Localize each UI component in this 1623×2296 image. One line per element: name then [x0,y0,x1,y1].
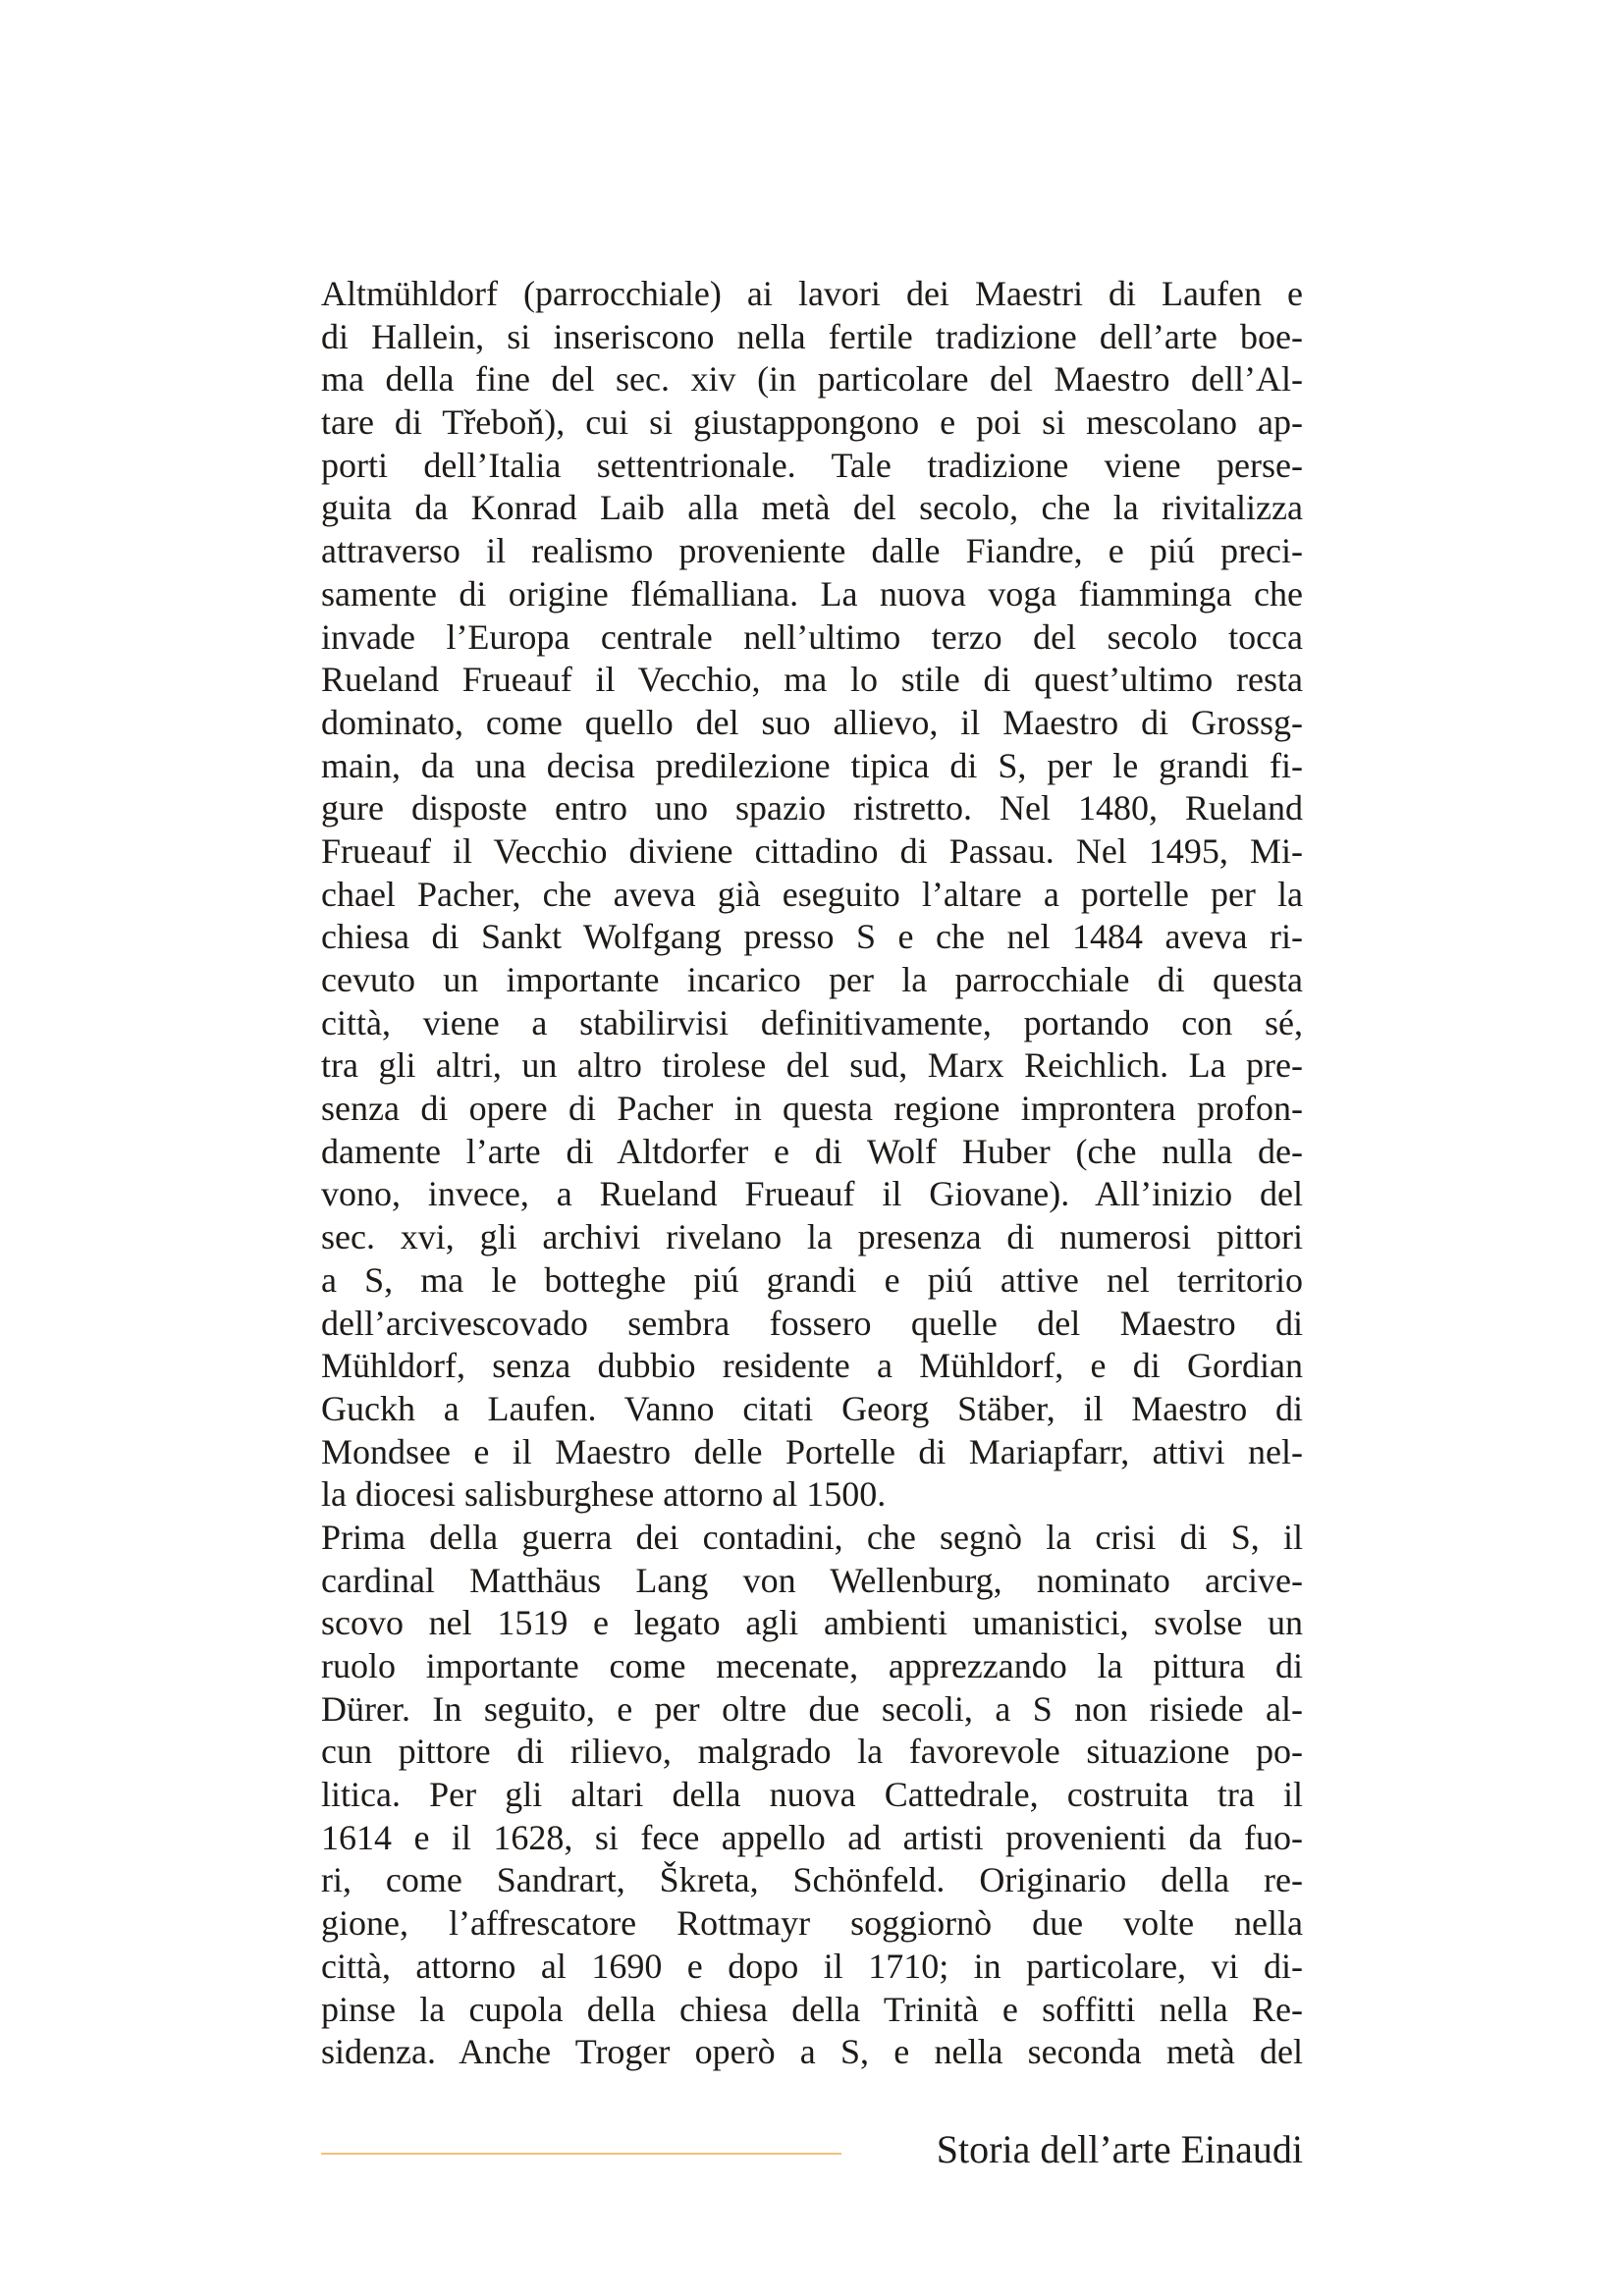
text-line: Altmühldorf (parrocchiale) ai lavori dei Maestri di Laufen e [321,274,1303,313]
text-line: 1614 e il 1628, si fece appello ad artisti provenienti da fuo- [321,1817,1303,1857]
text-line: ri, come Sandrart, Škreta, Schönfeld. Originario della re- [321,1860,1303,1900]
body-text [321,273,1303,2074]
text-line: Mondsee e il Maestro delle Portelle di Mariapfarr, attivi nel- [321,1431,1303,1471]
text-line: Guckh a Laufen. Vanno citati Georg Stäber, il Maestro di [321,1388,1303,1428]
text-line: città, attorno al 1690 e dopo il 1710; in particolare, vi di- [321,1946,1303,1986]
footer-title: Storia dell’arte Einaudi [936,2127,1303,2171]
text-line: chiesa di Sankt Wolfgang presso S e che nel 1484 aveva ri- [321,917,1303,957]
text-line: porti dell’Italia settentrionale. Tale tradizione viene perse- [321,445,1303,485]
text-line: tra gli altri, un altro tirolese del sud, Marx Reichlich. La pre- [321,1045,1303,1086]
text-line: invade l’Europa centrale nell’ultimo terzo del secolo tocca [321,616,1303,657]
text-line: ruolo importante come mecenate, apprezzando la pittura di [321,1646,1303,1685]
text-line: Mühldorf, senza dubbio residente a Mühldorf, e di Gordian [321,1346,1303,1386]
text-line: Prima della guerra dei contadini, che segnò la crisi di S, il [321,1517,1303,1557]
text-line: litica. Per gli altari della nuova Cattedrale, costruita tra il [321,1775,1303,1815]
text-line: tare di Třeboň), cui si giustappongono e poi si mescolano ap- [321,402,1303,443]
text-line: cun pittore di rilievo, malgrado la favorevole situazione po- [321,1732,1303,1772]
text-line: di Hallein, si inseriscono nella fertile tradizione dell’arte boe- [321,316,1303,356]
text-line: dell’arcivescovado sembra fossero quelle del Maestro di [321,1303,1303,1343]
text-line: gure disposte entro uno spazio ristretto. Nel 1480, Rueland [321,788,1303,828]
text-line: pinse la cupola della chiesa della Trinità e soffitti nella Re- [321,1989,1303,2029]
text-line: damente l’arte di Altdorfer e di Wolf Huber (che nulla de- [321,1131,1303,1171]
text-line: scovo nel 1519 e legato agli ambienti umanistici, svolse un [321,1603,1303,1643]
text-line: Rueland Frueauf il Vecchio, ma lo stile di quest’ultimo resta [321,660,1303,700]
text-line: Dürer. In seguito, e per oltre due secoli, a S non risiede al- [321,1688,1303,1729]
paragraph-end-line: la diocesi salisburghese attorno al 1500. [321,1474,887,1515]
text-line: samente di origine flémalliana. La nuova voga fiamminga che [321,573,1303,614]
text-line: attraverso il realismo proveniente dalle Fiandre, e piú preci- [321,531,1303,571]
text-line: cardinal Matthäus Lang von Wellenburg, nominato arcive- [321,1560,1303,1600]
text-line: ma della fine del sec. xiv (in particolare del Maestro dell’Al- [321,359,1303,400]
text-line: città, viene a stabilirvisi definitivamente, portando con sé, [321,1002,1303,1042]
text-line: main, da una decisa predilezione tipica di S, per le grandi fi- [321,745,1303,785]
text-line: sidenza. Anche Troger operò a S, e nella seconda metà del [321,2032,1303,2072]
footer-rule [321,2153,841,2155]
text-line: senza di opere di Pacher in questa regione improntera profon- [321,1089,1303,1129]
text-line: gione, l’affrescatore Rottmayr soggiornò due volte nella [321,1903,1303,1944]
text-line: dominato, come quello del suo allievo, il Maestro di Grossg- [321,702,1303,742]
text-line: vono, invece, a Rueland Frueauf il Giovane). All’inizio del [321,1174,1303,1214]
text-line: a S, ma le botteghe piú grandi e piú attive nel territorio [321,1259,1303,1300]
text-line: cevuto un importante incarico per la parrocchiale di questa [321,960,1303,999]
text-line: Frueauf il Vecchio diviene cittadino di Passau. Nel 1495, Mi- [321,830,1303,871]
text-line: chael Pacher, che aveva già eseguito l’altare a portelle per la [321,874,1303,914]
text-line: sec. xvi, gli archivi rivelano la presenza di numerosi pittori [321,1217,1303,1257]
text-line: guita da Konrad Laib alla metà del secolo, che la rivitalizza [321,488,1303,528]
